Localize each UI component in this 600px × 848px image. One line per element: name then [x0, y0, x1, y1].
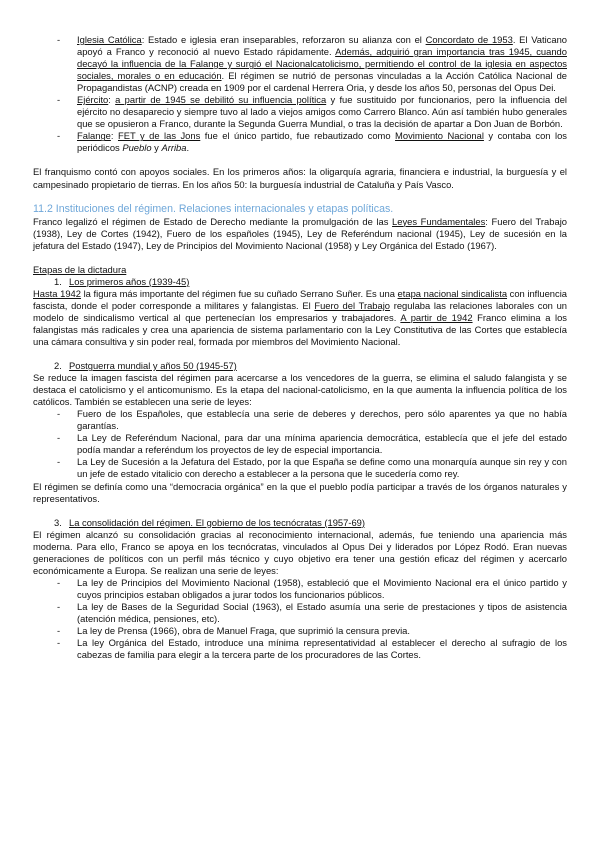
list-item: - La ley de Bases de la Seguridad Social (1963), el Estado asumía una serie de prestaciones y tipos de asistencia (atención médica, pensiones, etc).	[33, 601, 567, 625]
stage2-outro: El régimen se definía como una “democracia orgánica” en la que el pueblo podía participar a través de los órganos naturales y representativos.	[33, 480, 567, 504]
document-page	[33, 34, 567, 661]
list-item: - Fuero de los Españoles, que establecía una serie de deberes y derechos, pero sólo aparentes ya que no había garantías.	[33, 408, 567, 432]
stage2-intro: Se reduce la imagen fascista del régimen para acercarse a los vencedores de la guerra, se elimina el saludo falangista y se destaca el catolicismo y el anticomunismo. Es la etapa del nacional-catolicismo, en la que aumenta la influencia política de los católicos. También se establecen una serie de leyes:	[33, 372, 567, 408]
stage2-heading: 2. Postguerra mundial y años 50 (1945-57)	[54, 360, 237, 372]
support-paragraph: El franquismo contó con apoyos sociales. En los primeros años: la oligarquía agraria, financiera e industrial, la burguesía y el campesinado propietario de tierras. En los años 50: la burguesía industrial de Cataluña y País Vasco.	[33, 166, 567, 190]
stages-title: Etapas de la dictadura	[33, 263, 127, 275]
stage1-heading: 1. Los primeros años (1939-45)	[54, 275, 190, 287]
stage3-heading: 3. La consolidación del régimen. El gobierno de los tecnócratas (1957-69)	[54, 516, 366, 528]
list-item: - La Ley de Referéndum Nacional, para dar una mínima apariencia democrática, establecía que el jefe del estado podía mandar a referéndum los proyectos de ley de especial importancia.	[33, 432, 567, 456]
section-heading: 11.2 Instituciones del régimen. Relaciones internacionales y etapas políticas.	[33, 202, 394, 215]
stage1-body: Hasta 1942 la figura más importante del régimen fue su cuñado Serrano Suñer. Es una etapa nacional sindicalista con influencia fascista, donde el poder corresponde a militares y falangistas. El Fuero del Trabajo regulaba las relaciones laborales con un modelo de sindicalismo vertical al que pertenecían los empresarios y trabajadores. A partir de 1942 Franco elimina a los falangistas más radicales y crea una apariencia de sistema parlamentario con la Ley Constitutiva de las Cortes que establecía una cámara consultiva y sin poder real, formada por miembros del Movimiento Nacional.	[33, 287, 568, 347]
list-item: - La Ley de Sucesión a la Jefatura del Estado, por la que España se define como una monarquía aunque sin rey y con un jefe de estado vitalicio con derecho a establecer a la persona que le sucedería como rey.	[33, 456, 567, 480]
laws-paragraph: Franco legalizó el régimen de Estado de Derecho mediante la promulgación de las Leyes Fundamentales: Fuero del Trabajo (1938), Ley de Cortes (1942), Fuero de los españoles (1945), Ley de Referéndum nacional (1945), Ley de sucesión en la jefatura del Estado (1947), Ley de Principios del Movimiento Nacional (1958) y Ley Orgánica del Estado (1967).	[33, 215, 567, 251]
bullet-falange: - Falange: FET y de las Jons fue el único partido, fue rebautizado como Movimiento Nacional y contaba con los periódicos Pueblo y Arriba.	[33, 130, 567, 154]
list-item: - La ley de Principios del Movimiento Nacional (1958), estableció que el Movimiento Nacional era el único partido y cuyos principios estaban obligados a jurar todos los funcionarios públicos.	[33, 577, 567, 601]
list-item: - La ley de Prensa (1966), obra de Manuel Fraga, que suprimió la censura previa.	[33, 625, 567, 637]
bullet-ejercito: - Ejército: a partir de 1945 se debilitó su influencia política y fue sustituido por funcionarios, pero la influencia del ejército no desaparecio y siempre tuvo al lado a viejos amigos como Carrero Blanco. Aún así también hubo generales que se opusieron a Franco, durante la Segunda Guerra Mundial, o tras la decisión de apartar a Don Juan de Borbón.	[33, 94, 567, 130]
bullet-iglesia: - Iglesia Católica: Estado e iglesia eran inseparables, reforzaron su alianza con el Concordato de 1953. El Vaticano apoyó a Franco y reconoció al nuevo Estado rápidamente. Además, adquirió gran importancia tras 1945, cuando decayó la influencia de la Falange y surgió el Nacionalcatolicismo, permitiendo el control de la iglesia en aspectos sociales, morales o en educación. El régimen se nutrió de personas vinculadas a la Acción Católica Nacional de Propagandistas (ACNP) creada en 1909 por el cardenal Herrera Oria, y desde los años 50, personas del Opus Dei.	[33, 34, 567, 94]
list-item: - La ley Orgánica del Estado, introduce una mínima representatividad al establecer el derecho al sufragio de los cabezas de familia para elegir a la tercera parte de los procuradores de las Cortes.	[33, 637, 567, 661]
stage3-intro: El régimen alcanzó su consolidación gracias al reconocimiento internacional, además, fue teniendo una apariencia más moderna. Para ello, Franco se apoya en los tecnócratas, vinculados al Opus Dei y liderados por López Rodó. Eran nuevas generaciones de políticos con un perfil más técnico y cuyo objetivo era tener una gestión eficaz del régimen y acercarlo económicamente a Europa. Se realizan una serie de leyes:	[33, 528, 567, 576]
